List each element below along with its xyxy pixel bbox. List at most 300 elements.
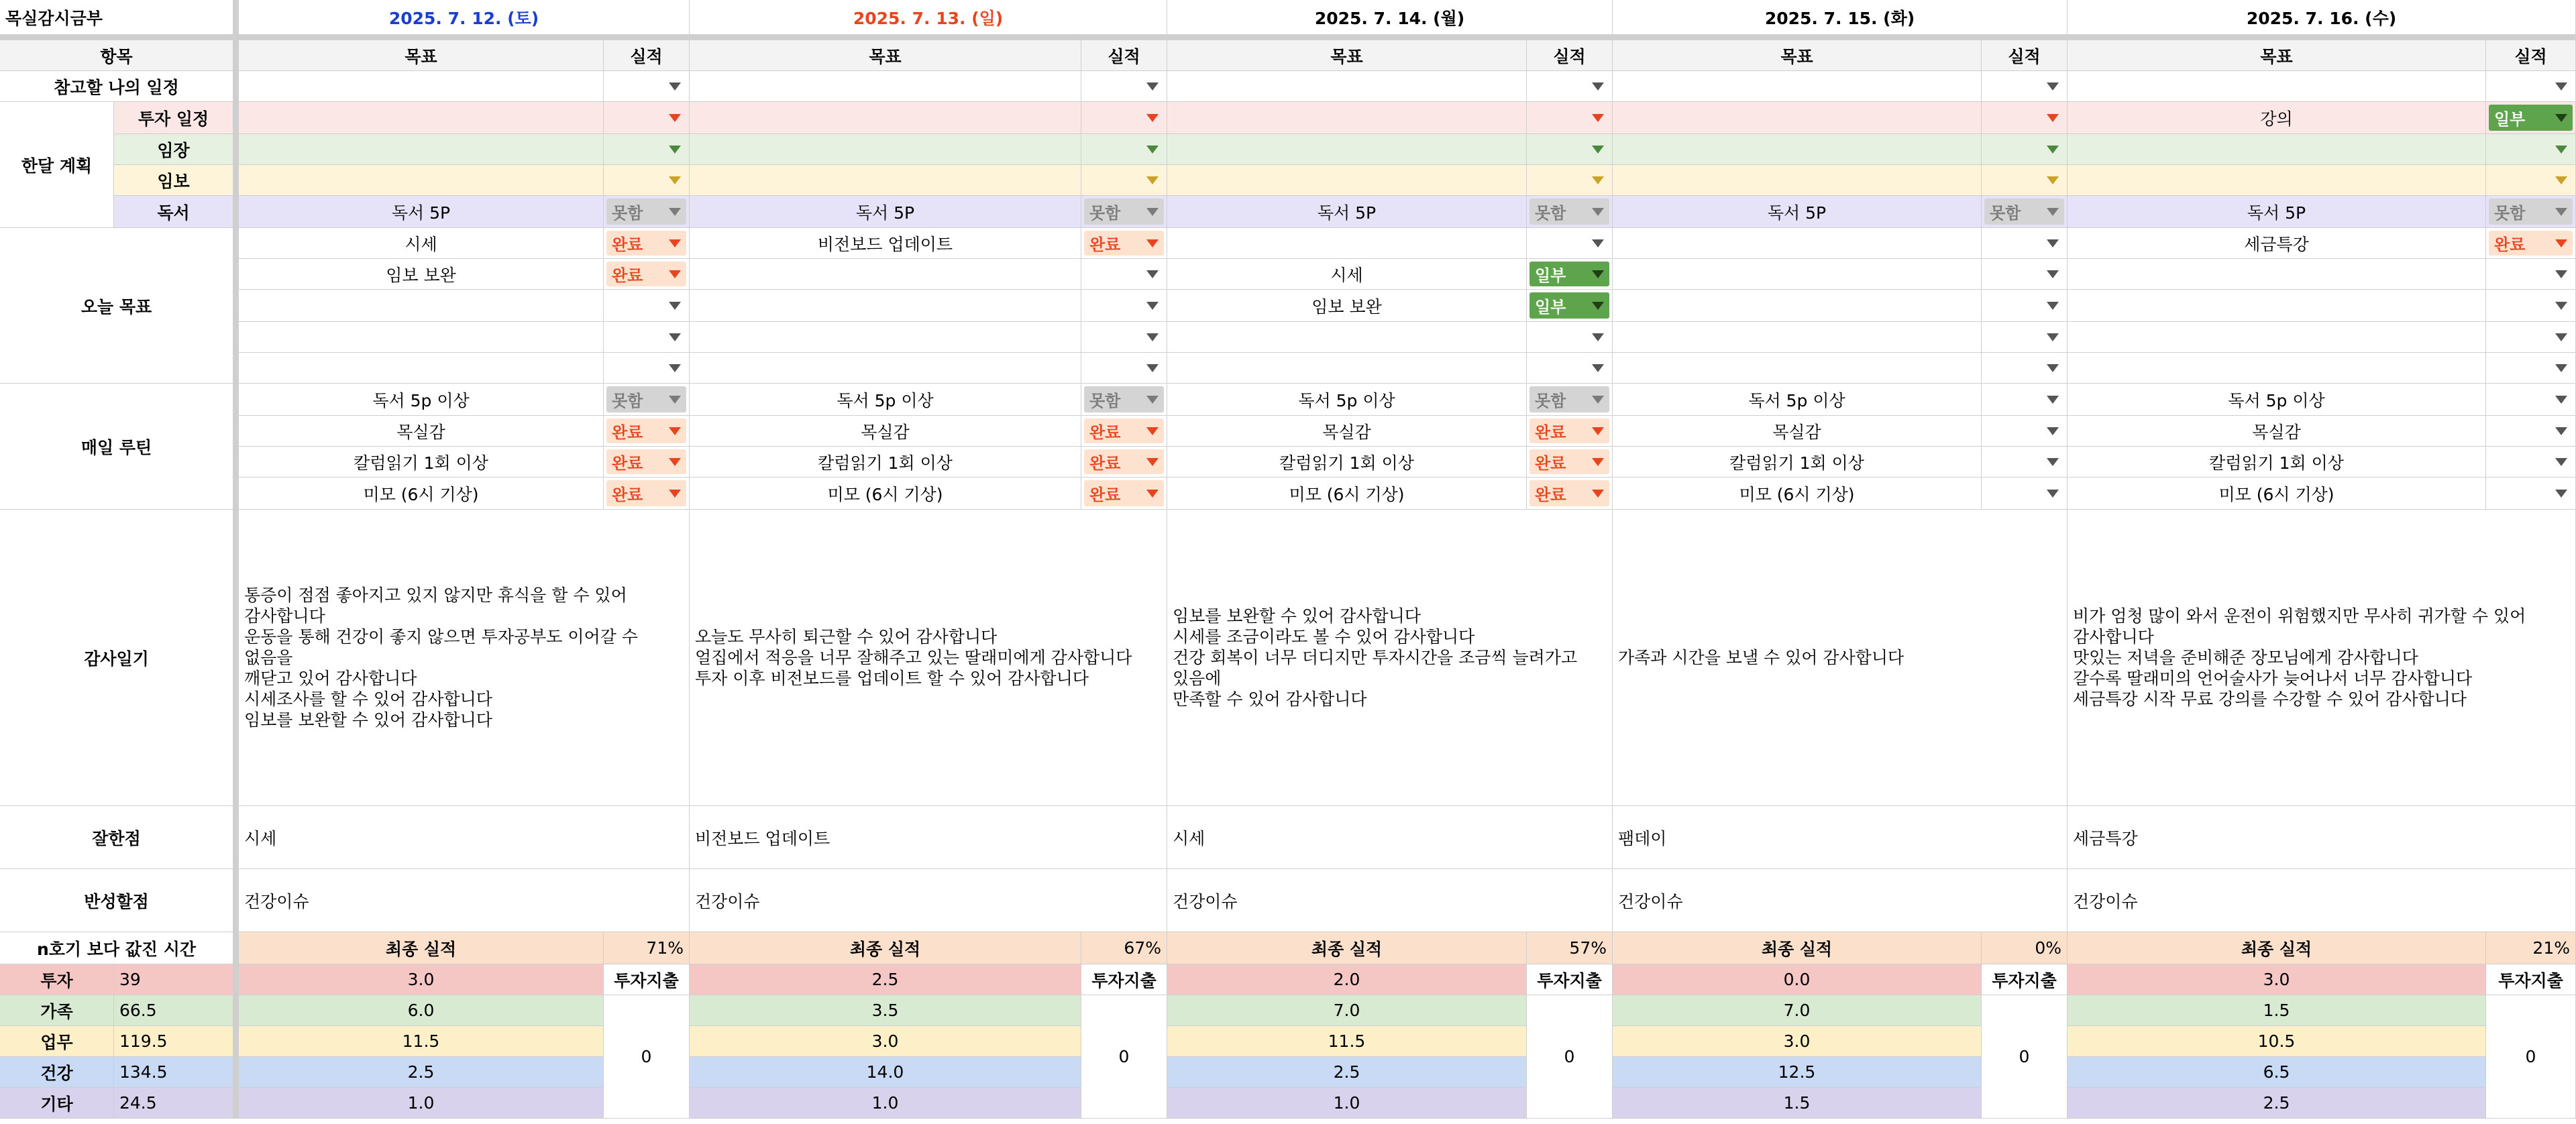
chevron-down-icon[interactable] xyxy=(2047,302,2059,310)
month-status-dropdown[interactable] xyxy=(1081,134,1167,165)
today-status-dropdown[interactable] xyxy=(1527,290,1613,322)
well-done-cell[interactable]: 시세 xyxy=(1167,806,1613,869)
routine-goal-cell[interactable]: 목실감 xyxy=(1613,416,1982,447)
today-goal-cell[interactable] xyxy=(1613,259,1982,290)
reflect-cell[interactable]: 건강이슈 xyxy=(690,869,1167,932)
month-goal-cell[interactable] xyxy=(239,102,604,134)
chevron-down-icon[interactable] xyxy=(2555,427,2567,435)
final-result-label: 최종 실적 xyxy=(239,932,604,964)
final-result-pct: 0% xyxy=(1982,932,2068,964)
well-done-cell[interactable]: 비전보드 업데이트 xyxy=(690,806,1167,869)
chevron-down-icon[interactable] xyxy=(669,458,681,466)
chevron-down-icon[interactable] xyxy=(669,208,681,216)
chevron-down-icon[interactable] xyxy=(1146,364,1159,372)
ref-goal-cell[interactable] xyxy=(1613,71,1982,102)
status-chip xyxy=(1529,386,1609,412)
routine-goal-cell[interactable]: 목실감 xyxy=(239,416,604,447)
well-done-cell[interactable]: 세금특강 xyxy=(2068,806,2576,869)
chevron-down-icon[interactable] xyxy=(1146,208,1159,216)
chevron-down-icon[interactable] xyxy=(1592,458,1604,466)
month-status-dropdown[interactable] xyxy=(1982,165,2068,196)
ref-goal-cell[interactable] xyxy=(239,71,604,102)
today-status-dropdown[interactable] xyxy=(1081,228,1167,259)
routine-status-dropdown[interactable] xyxy=(1527,416,1613,447)
chevron-down-icon[interactable] xyxy=(2555,490,2567,498)
today-goal-cell[interactable] xyxy=(1167,353,1527,384)
routine-goal-cell[interactable]: 칼럼읽기 1회 이상 xyxy=(2068,447,2486,477)
status-label: 못함 xyxy=(612,204,643,223)
routine-status-dropdown[interactable] xyxy=(1081,416,1167,447)
routine-status-dropdown[interactable] xyxy=(1982,447,2068,477)
time-value-cell[interactable]: 2.5 xyxy=(690,964,1081,995)
routine-goal-cell[interactable]: 독서 5p 이상 xyxy=(2068,384,2486,416)
time-category-total: 134.5 xyxy=(114,1057,233,1088)
month-goal-cell[interactable] xyxy=(2068,134,2486,165)
routine-goal-cell[interactable]: 미모 (6시 기상) xyxy=(1613,477,1982,510)
chevron-down-icon[interactable] xyxy=(2555,239,2567,247)
routine-status-dropdown[interactable] xyxy=(2486,477,2576,510)
month-status-dropdown[interactable] xyxy=(604,102,690,134)
month-status-dropdown[interactable] xyxy=(1081,196,1167,228)
chevron-down-icon[interactable] xyxy=(1146,490,1159,498)
chevron-down-icon[interactable] xyxy=(1146,427,1159,435)
chevron-down-icon[interactable] xyxy=(1592,270,1604,278)
today-goal-cell[interactable] xyxy=(1167,322,1527,353)
chevron-down-icon[interactable] xyxy=(2555,333,2567,341)
status-label: 못함 xyxy=(1089,204,1121,223)
inv-spend-value[interactable]: 0 xyxy=(2486,995,2576,1119)
routine-status-dropdown[interactable] xyxy=(2486,447,2576,477)
routine-goal-cell[interactable]: 칼럼읽기 1회 이상 xyxy=(239,447,604,477)
time-value-cell[interactable]: 3.0 xyxy=(2068,964,2486,995)
status-chip xyxy=(2489,105,2573,131)
month-status-dropdown[interactable] xyxy=(2486,196,2576,228)
routine-goal-cell[interactable]: 목실감 xyxy=(690,416,1081,447)
routine-status-dropdown[interactable] xyxy=(604,477,690,510)
routine-status-dropdown[interactable] xyxy=(1982,384,2068,416)
today-status-dropdown[interactable] xyxy=(2486,290,2576,322)
reflect-cell[interactable]: 건강이슈 xyxy=(2068,869,2576,932)
status-chip xyxy=(606,199,686,225)
inv-spend-label: 투자지출 xyxy=(604,964,690,995)
month-goal-cell[interactable] xyxy=(239,165,604,196)
routine-goal-cell[interactable]: 미모 (6시 기상) xyxy=(690,477,1081,510)
month-status-dropdown[interactable] xyxy=(604,196,690,228)
today-goal-cell[interactable] xyxy=(690,290,1081,322)
today-status-dropdown[interactable] xyxy=(1982,353,2068,384)
month-goal-cell[interactable] xyxy=(1167,165,1527,196)
status-label: 완료 xyxy=(1535,454,1566,473)
status-label: 완료 xyxy=(1089,423,1121,442)
chevron-down-icon[interactable] xyxy=(669,146,681,154)
ref-status-dropdown[interactable] xyxy=(1081,71,1167,102)
chevron-down-icon[interactable] xyxy=(2555,114,2567,122)
gratitude-text[interactable]: 오늘도 무사히 퇴근할 수 있어 감사합니다 얼집에서 적응을 너무 잘해주고 있는 딸래미에게 감사합니다 투자 이후 비전보드를 업데이트 할 수 있어 감사합니다 xyxy=(690,510,1167,806)
chevron-down-icon[interactable] xyxy=(2047,396,2059,404)
time-value-cell[interactable]: 6.5 xyxy=(2068,1057,2486,1088)
date-header: 2025. 7. 12. (토) xyxy=(239,0,690,35)
chevron-down-icon[interactable] xyxy=(1146,114,1159,122)
today-status-dropdown[interactable] xyxy=(1081,259,1167,290)
gratitude-text[interactable]: 가족과 시간을 보낼 수 있어 감사합니다 xyxy=(1613,510,2068,806)
chevron-down-icon[interactable] xyxy=(2555,146,2567,154)
month-goal-cell[interactable] xyxy=(1167,102,1527,134)
time-category-total: 119.5 xyxy=(114,1026,233,1057)
status-chip xyxy=(606,480,686,506)
ref-goal-cell[interactable] xyxy=(1167,71,1527,102)
chevron-down-icon[interactable] xyxy=(2047,146,2059,154)
chevron-down-icon[interactable] xyxy=(669,333,681,341)
today-goal-cell[interactable] xyxy=(239,290,604,322)
result-header: 실적 xyxy=(1982,40,2068,71)
status-chip xyxy=(2489,199,2573,225)
gratitude-text[interactable]: 통증이 점점 좋아지고 있지 않지만 휴식을 할 수 있어 감사합니다 운동을 통해 건강이 좋지 않으면 투자공부도 이어갈 수 없음을 깨닫고 있어 감사합니다 시세조사를 할 수 있어 감사합니다 임보를 보완할 수 있어 감사합니다 xyxy=(239,510,690,806)
today-status-dropdown[interactable] xyxy=(604,290,690,322)
month-goal-cell[interactable]: 강의 xyxy=(2068,102,2486,134)
chevron-down-icon[interactable] xyxy=(1146,396,1159,404)
today-status-dropdown[interactable] xyxy=(1527,322,1613,353)
month-status-dropdown[interactable] xyxy=(604,134,690,165)
chevron-down-icon[interactable] xyxy=(1146,270,1159,278)
chevron-down-icon[interactable] xyxy=(669,490,681,498)
chevron-down-icon[interactable] xyxy=(1592,114,1604,122)
today-status-dropdown[interactable] xyxy=(2486,322,2576,353)
month-goal-cell[interactable] xyxy=(1613,102,1982,134)
today-goal-cell[interactable] xyxy=(1613,290,1982,322)
month-goal-cell[interactable]: 독서 5P xyxy=(1167,196,1527,228)
month-goal-cell[interactable] xyxy=(1167,134,1527,165)
chevron-down-icon[interactable] xyxy=(2555,176,2567,184)
status-chip xyxy=(1529,418,1609,443)
today-status-dropdown[interactable] xyxy=(1982,322,2068,353)
final-result-pct: 71% xyxy=(604,932,690,964)
ref-goal-cell[interactable] xyxy=(690,71,1081,102)
ref-status-dropdown[interactable] xyxy=(1982,71,2068,102)
well-done-cell[interactable]: 시세 xyxy=(239,806,690,869)
today-goal-cell[interactable]: 세금특강 xyxy=(2068,228,2486,259)
chevron-down-icon[interactable] xyxy=(2555,458,2567,466)
today-status-dropdown[interactable] xyxy=(2486,259,2576,290)
time-value-cell[interactable]: 12.5 xyxy=(1613,1057,1982,1088)
status-label: 완료 xyxy=(612,486,643,504)
chevron-down-icon[interactable] xyxy=(1146,302,1159,310)
today-status-dropdown[interactable] xyxy=(604,228,690,259)
chevron-down-icon[interactable] xyxy=(669,302,681,310)
today-goal-cell[interactable] xyxy=(2068,290,2486,322)
status-chip xyxy=(1084,449,1164,474)
reflect-cell[interactable]: 건강이슈 xyxy=(239,869,690,932)
chevron-down-icon[interactable] xyxy=(669,176,681,184)
chevron-down-icon[interactable] xyxy=(2555,82,2567,91)
time-value-cell[interactable]: 3.0 xyxy=(239,964,604,995)
chevron-down-icon[interactable] xyxy=(2555,302,2567,310)
chevron-down-icon[interactable] xyxy=(1592,176,1604,184)
routine-goal-cell[interactable]: 독서 5p 이상 xyxy=(1167,384,1527,416)
time-value-cell[interactable]: 11.5 xyxy=(239,1026,604,1057)
chevron-down-icon[interactable] xyxy=(2047,239,2059,247)
today-goal-cell[interactable] xyxy=(690,322,1081,353)
month-plan-label: 한달 계획 xyxy=(0,102,114,228)
routine-status-dropdown[interactable] xyxy=(1081,447,1167,477)
ref-goal-cell[interactable] xyxy=(2068,71,2486,102)
routine-goal-cell[interactable]: 독서 5p 이상 xyxy=(239,384,604,416)
month-goal-cell[interactable] xyxy=(690,102,1081,134)
gratitude-text[interactable]: 임보를 보완할 수 있어 감사합니다 시세를 조금이라도 볼 수 있어 감사합니다 건강 회복이 너무 더디지만 투자시간을 조금씩 늘려가고 있음에 만족할 수 있어 감사합니다 xyxy=(1167,510,1613,806)
chevron-down-icon[interactable] xyxy=(1592,239,1604,247)
status-chip xyxy=(1084,231,1164,256)
today-status-dropdown[interactable] xyxy=(2486,353,2576,384)
chevron-down-icon[interactable] xyxy=(669,396,681,404)
chevron-down-icon[interactable] xyxy=(1592,208,1604,216)
month-goal-cell[interactable] xyxy=(1613,134,1982,165)
month-status-dropdown[interactable] xyxy=(1527,196,1613,228)
routine-goal-cell[interactable]: 목실감 xyxy=(2068,416,2486,447)
routine-goal-cell[interactable]: 독서 5p 이상 xyxy=(1613,384,1982,416)
routine-goal-cell[interactable]: 칼럼읽기 1회 이상 xyxy=(690,447,1081,477)
chevron-down-icon[interactable] xyxy=(2555,396,2567,404)
today-status-dropdown[interactable] xyxy=(1081,322,1167,353)
routine-goal-cell[interactable]: 목실감 xyxy=(1167,416,1527,447)
chevron-down-icon[interactable] xyxy=(669,114,681,122)
today-goal-cell[interactable] xyxy=(239,322,604,353)
time-value-cell[interactable]: 1.0 xyxy=(239,1088,604,1119)
today-goal-cell[interactable] xyxy=(690,353,1081,384)
today-goal-cell[interactable]: 임보 보완 xyxy=(1167,290,1527,322)
routine-status-dropdown[interactable] xyxy=(604,447,690,477)
routine-status-dropdown[interactable] xyxy=(1527,384,1613,416)
chevron-down-icon[interactable] xyxy=(669,82,681,91)
month-status-dropdown[interactable] xyxy=(1982,134,2068,165)
time-value-cell[interactable]: 2.0 xyxy=(1167,964,1527,995)
today-goal-cell[interactable]: 비전보드 업데이트 xyxy=(690,228,1081,259)
inv-spend-value[interactable]: 0 xyxy=(1081,995,1167,1119)
month-goal-cell[interactable] xyxy=(690,134,1081,165)
today-status-dropdown[interactable] xyxy=(1982,290,2068,322)
status-chip xyxy=(1084,386,1164,412)
today-goal-cell[interactable] xyxy=(1613,353,1982,384)
chevron-down-icon[interactable] xyxy=(669,364,681,372)
month-goal-cell[interactable]: 독서 5P xyxy=(239,196,604,228)
inv-spend-label: 투자지출 xyxy=(1982,964,2068,995)
today-status-dropdown[interactable] xyxy=(1081,290,1167,322)
chevron-down-icon[interactable] xyxy=(1592,396,1604,404)
status-label: 완료 xyxy=(612,235,643,254)
month-goal-cell[interactable]: 독서 5P xyxy=(690,196,1081,228)
month-status-dropdown[interactable] xyxy=(1081,102,1167,134)
chevron-down-icon[interactable] xyxy=(1146,333,1159,341)
time-value-cell[interactable]: 1.0 xyxy=(1167,1088,1527,1119)
month-status-dropdown[interactable] xyxy=(1527,165,1613,196)
result-header: 실적 xyxy=(2486,40,2576,71)
status-chip xyxy=(1529,480,1609,506)
time-value-cell[interactable]: 6.0 xyxy=(239,995,604,1026)
month-goal-cell[interactable]: 독서 5P xyxy=(1613,196,1982,228)
chevron-down-icon[interactable] xyxy=(2047,458,2059,466)
chevron-down-icon[interactable] xyxy=(2555,270,2567,278)
month-goal-cell[interactable] xyxy=(239,134,604,165)
month-goal-cell[interactable] xyxy=(2068,165,2486,196)
status-label: 완료 xyxy=(1535,423,1566,442)
time-value-cell[interactable]: 3.5 xyxy=(690,995,1081,1026)
month-status-dropdown[interactable] xyxy=(1982,102,2068,134)
routine-goal-cell[interactable]: 칼럼읽기 1회 이상 xyxy=(1613,447,1982,477)
time-value-cell[interactable]: 2.5 xyxy=(2068,1088,2486,1119)
routine-status-dropdown[interactable] xyxy=(2486,384,2576,416)
time-value-cell[interactable]: 7.0 xyxy=(1613,995,1982,1026)
chevron-down-icon[interactable] xyxy=(2047,208,2059,216)
chevron-down-icon[interactable] xyxy=(2047,427,2059,435)
month-status-dropdown[interactable] xyxy=(2486,165,2576,196)
gratitude-text[interactable]: 비가 엄청 많이 와서 운전이 위험했지만 무사히 귀가할 수 있어 감사합니다 맛있는 저녁을 준비해준 장모님에게 감사합니다 갈수록 딸래미의 언어술사가 늦어나서 너무 감사합니다 세금특강 시작 무료 강의를 수강할 수 있어 감사합니다 xyxy=(2068,510,2576,806)
routine-goal-cell[interactable]: 미모 (6시 기상) xyxy=(1167,477,1527,510)
month-goal-cell[interactable] xyxy=(690,165,1081,196)
today-status-dropdown[interactable] xyxy=(2486,228,2576,259)
time-value-cell[interactable]: 0.0 xyxy=(1613,964,1982,995)
month-goal-cell[interactable] xyxy=(1613,165,1982,196)
month-status-dropdown[interactable] xyxy=(1527,102,1613,134)
today-goal-cell[interactable]: 임보 보완 xyxy=(239,259,604,290)
time-value-cell[interactable]: 1.0 xyxy=(690,1088,1081,1119)
routine-status-dropdown[interactable] xyxy=(1081,384,1167,416)
routine-status-dropdown[interactable] xyxy=(604,416,690,447)
time-value-cell[interactable]: 3.0 xyxy=(1613,1026,1982,1057)
status-chip xyxy=(1529,262,1609,286)
status-label: 일부 xyxy=(1535,266,1566,285)
today-status-dropdown[interactable] xyxy=(1527,259,1613,290)
today-goal-cell[interactable] xyxy=(2068,259,2486,290)
chevron-down-icon[interactable] xyxy=(1146,458,1159,466)
routine-status-dropdown[interactable] xyxy=(1982,416,2068,447)
today-status-dropdown[interactable] xyxy=(1982,228,2068,259)
today-status-dropdown[interactable] xyxy=(604,322,690,353)
routine-goal-cell[interactable]: 미모 (6시 기상) xyxy=(2068,477,2486,510)
time-value-cell[interactable]: 14.0 xyxy=(690,1057,1081,1088)
chevron-down-icon[interactable] xyxy=(1146,146,1159,154)
routine-status-dropdown[interactable] xyxy=(1982,477,2068,510)
well-done-label: 잘한점 xyxy=(0,806,233,869)
reflect-cell[interactable]: 건강이슈 xyxy=(1167,869,1613,932)
goal-header: 목표 xyxy=(1167,40,1527,71)
reflect-cell[interactable]: 건강이슈 xyxy=(1613,869,2068,932)
today-goal-cell[interactable] xyxy=(1167,228,1527,259)
today-goal-cell[interactable] xyxy=(2068,322,2486,353)
time-value-cell[interactable]: 1.5 xyxy=(1613,1088,1982,1119)
well-done-cell[interactable]: 팸데이 xyxy=(1613,806,2068,869)
chevron-down-icon[interactable] xyxy=(1146,176,1159,184)
chevron-down-icon[interactable] xyxy=(2047,333,2059,341)
status-label: 완료 xyxy=(1089,454,1121,473)
routine-status-dropdown[interactable] xyxy=(1527,447,1613,477)
month-status-dropdown[interactable] xyxy=(2486,102,2576,134)
today-goal-cell[interactable]: 시세 xyxy=(239,228,604,259)
month-status-dropdown[interactable] xyxy=(604,165,690,196)
month-status-dropdown[interactable] xyxy=(1081,165,1167,196)
routine-goal-cell[interactable]: 칼럼읽기 1회 이상 xyxy=(1167,447,1527,477)
month-sub-label: 임장 xyxy=(114,134,233,165)
today-status-dropdown[interactable] xyxy=(1527,353,1613,384)
chevron-down-icon[interactable] xyxy=(669,427,681,435)
chevron-down-icon[interactable] xyxy=(1592,333,1604,341)
today-status-dropdown[interactable] xyxy=(1527,228,1613,259)
time-value-cell[interactable]: 3.0 xyxy=(690,1026,1081,1057)
chevron-down-icon[interactable] xyxy=(2555,364,2567,372)
today-goal-cell[interactable] xyxy=(2068,353,2486,384)
status-label: 완료 xyxy=(1089,235,1121,254)
chevron-down-icon[interactable] xyxy=(1146,82,1159,91)
time-value-cell[interactable]: 10.5 xyxy=(2068,1026,2486,1057)
chevron-down-icon[interactable] xyxy=(669,239,681,247)
today-goal-cell[interactable]: 시세 xyxy=(1167,259,1527,290)
chevron-down-icon[interactable] xyxy=(2047,176,2059,184)
chevron-down-icon[interactable] xyxy=(1592,146,1604,154)
status-chip xyxy=(606,262,686,286)
date-header: 2025. 7. 13. (일) xyxy=(690,0,1167,35)
month-status-dropdown[interactable] xyxy=(2486,134,2576,165)
chevron-down-icon[interactable] xyxy=(2047,114,2059,122)
time-category-name: 건강 xyxy=(0,1057,114,1088)
today-status-dropdown[interactable] xyxy=(1982,259,2068,290)
status-label: 일부 xyxy=(1535,298,1566,317)
status-label: 완료 xyxy=(1089,486,1121,504)
routine-goal-cell[interactable]: 독서 5p 이상 xyxy=(690,384,1081,416)
routine-status-dropdown[interactable] xyxy=(604,384,690,416)
time-value-cell[interactable]: 2.5 xyxy=(1167,1057,1527,1088)
chevron-down-icon[interactable] xyxy=(1592,302,1604,310)
reflect-label: 반성할점 xyxy=(0,869,233,932)
chevron-down-icon[interactable] xyxy=(1592,427,1604,435)
month-status-dropdown[interactable] xyxy=(1527,134,1613,165)
chevron-down-icon[interactable] xyxy=(1592,364,1604,372)
status-label: 못함 xyxy=(1535,204,1566,223)
month-goal-cell[interactable]: 독서 5P xyxy=(2068,196,2486,228)
chevron-down-icon[interactable] xyxy=(1592,490,1604,498)
chevron-down-icon[interactable] xyxy=(669,270,681,278)
chevron-down-icon[interactable] xyxy=(1146,239,1159,247)
chevron-down-icon[interactable] xyxy=(2555,208,2567,216)
chevron-down-icon[interactable] xyxy=(2047,82,2059,91)
today-status-dropdown[interactable] xyxy=(604,353,690,384)
today-status-dropdown[interactable] xyxy=(1081,353,1167,384)
time-category-total: 24.5 xyxy=(114,1088,233,1119)
routine-status-dropdown[interactable] xyxy=(2486,416,2576,447)
routine-status-dropdown[interactable] xyxy=(1081,477,1167,510)
today-goal-cell[interactable] xyxy=(1613,322,1982,353)
chevron-down-icon[interactable] xyxy=(1592,82,1604,91)
ref-status-dropdown[interactable] xyxy=(604,71,690,102)
inv-spend-value[interactable]: 0 xyxy=(1982,995,2068,1119)
chevron-down-icon[interactable] xyxy=(2047,490,2059,498)
ref-status-dropdown[interactable] xyxy=(1527,71,1613,102)
today-goal-cell[interactable] xyxy=(1613,228,1982,259)
chevron-down-icon[interactable] xyxy=(2047,270,2059,278)
today-goal-cell[interactable] xyxy=(239,353,604,384)
routine-goal-cell[interactable]: 미모 (6시 기상) xyxy=(239,477,604,510)
time-value-cell[interactable]: 1.5 xyxy=(2068,995,2486,1026)
status-chip xyxy=(1084,199,1164,225)
ref-status-dropdown[interactable] xyxy=(2486,71,2576,102)
time-value-cell[interactable]: 11.5 xyxy=(1167,1026,1527,1057)
inv-spend-value[interactable]: 0 xyxy=(1527,995,1613,1119)
today-goal-cell[interactable] xyxy=(690,259,1081,290)
today-status-dropdown[interactable] xyxy=(604,259,690,290)
chevron-down-icon[interactable] xyxy=(2047,364,2059,372)
time-value-cell[interactable]: 7.0 xyxy=(1167,995,1527,1026)
inv-spend-value[interactable]: 0 xyxy=(604,995,690,1119)
status-chip xyxy=(606,449,686,474)
routine-status-dropdown[interactable] xyxy=(1527,477,1613,510)
time-value-cell[interactable]: 2.5 xyxy=(239,1057,604,1088)
month-status-dropdown[interactable] xyxy=(1982,196,2068,228)
